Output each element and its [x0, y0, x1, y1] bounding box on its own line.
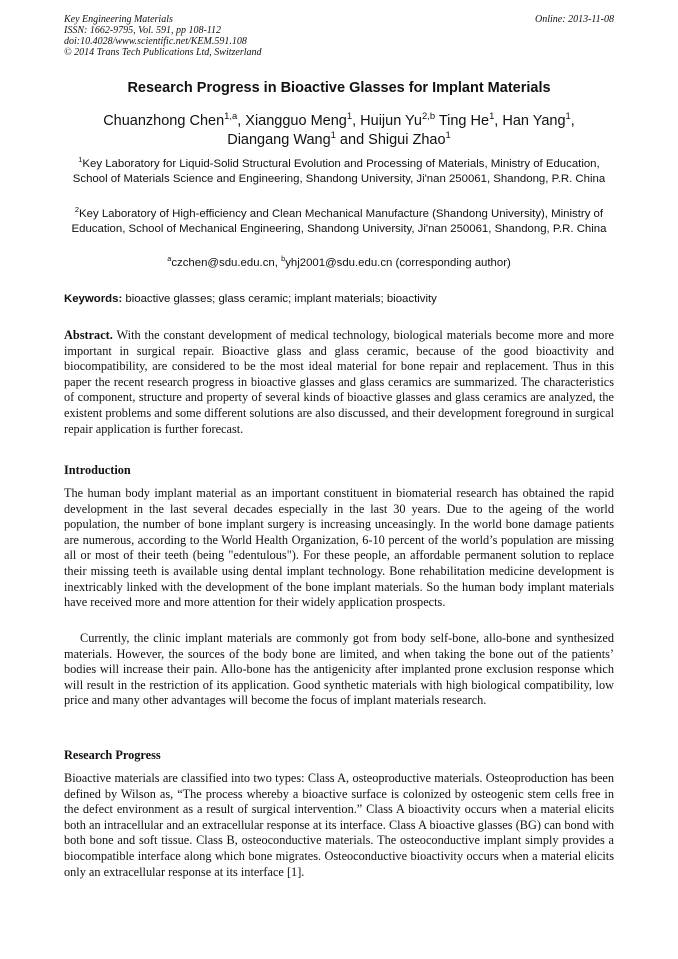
author-separator: ,	[352, 113, 361, 129]
affiliation-1	[64, 157, 614, 187]
abstract	[64, 328, 614, 437]
author-affil-marker: 1	[489, 110, 495, 122]
author-separator: ,	[494, 113, 503, 129]
keywords-text: bioactive glasses; glass ceramic; implant materials; bioactivity	[122, 293, 437, 305]
introduction-paragraph-1: The human body implant material as an important constituent in biomaterial research has obtained the rapid development in the last several decades especially in the last 30 years. Due to the ageing of the world population, the number of bone implant surgery is increasing unceasingly. In the world bone damage patients are numerous, according to the World Health Organization, 6-10 percent of the world’s population are missing all or most of their teeth (being "edentulous"). For these people, an affordable permanent solution to replace their missing teeth is available using dental implant technology. Bone rehabilitation medicine development is inextricably linked with the development of the bone implant materials. So the human body implant materials have received more and more attention for their widely application prospects.	[64, 486, 614, 610]
author-separator: ,	[570, 113, 575, 129]
author-affil-marker: 1	[346, 110, 353, 122]
paper-title: Research Progress in Bioactive Glasses for Implant Materials	[127, 80, 551, 96]
keywords	[64, 293, 614, 305]
email-b: yhj2001@sdu.edu.cn (corresponding author)	[285, 257, 511, 269]
affiliation-text: Key Laboratory of High-efficiency and Clean Mechanical Manufacture (Shandong University), Ministry of Education, School of Mechanical Engineering, Shandong University, Ji'nan 250061, Shandong, P.R. China	[71, 208, 607, 235]
author: Han Yang	[502, 113, 566, 129]
abstract-label: Abstract.	[64, 328, 113, 342]
email-marker: b	[281, 254, 286, 264]
author: Diangang Wang	[227, 132, 331, 148]
email-line	[64, 254, 614, 269]
research-progress-paragraph-1: Bioactive materials are classified into two types: Class A, osteoproductive materials. Osteoproduction has been defined by Wilson as, “The process whereby a bioactive surface is colonized by osteogenic stem cells free in the defect environment as a result of surgical intervention.” Class A bioactivity occurs when a material elicits both an intracellular and an extracellular response at its interface. Class A bioactive glasses (BG) can bond with both bone and soft tissue. Class B, osteoconductive materials. The osteoconductive implant simply provides a biocompatible interface along which bone migrates. Osteoconductive bioactivity occurs when a material elicits only an extracellular response at its interface [1].	[64, 771, 614, 879]
affiliation-2	[64, 207, 614, 237]
affiliation-marker: 2	[74, 205, 80, 215]
author: Shigui Zhao	[368, 132, 446, 148]
section-heading-introduction: Introduction	[64, 463, 131, 477]
journal-header	[64, 14, 364, 58]
online-date: Online: 2013-11-08	[535, 14, 614, 25]
affiliation-text: Key Laboratory for Liquid-Solid Structural Evolution and Processing of Materials, Ministry of Education, School of Materials Science and Engineering, Shandong University, Ji'nan 250061, Shandong, P.R. China	[72, 158, 606, 185]
author-affil-marker: 1	[330, 129, 336, 141]
abstract-text: With the constant development of medical technology, biological materials become more and more important in surgical repair. Bioactive glass and glass ceramic, because of the good bioactivity and biocompatibility, are considered to be the most ideal material for bone repair and replacement. Thus in this paper the recent research progress in bioactive glasses and glass ceramics are summarized. The characteristics of component, structure and property of several kinds of bioactive glasses and glass ceramics are analyzed, the existent problems and some different solutions are also discussed, and their development foreground in surgical repair application is further forecast.	[64, 328, 614, 436]
author: Ting He	[438, 113, 490, 129]
copyright-line: © 2014 Trans Tech Publications Ltd, Switzerland	[64, 47, 262, 58]
author: Huijun Yu	[360, 113, 422, 129]
affiliation-marker: 1	[78, 155, 83, 165]
journal-name: Key Engineering Materials	[64, 14, 173, 25]
author: Xiangguo Meng	[245, 113, 347, 129]
email-marker: a	[167, 254, 172, 264]
author-affil-marker: 2,b	[421, 110, 436, 122]
email-a: czchen@sdu.edu.cn,	[171, 257, 282, 269]
author-affil-marker: 1	[445, 129, 451, 141]
issn-line: ISSN: 1662-9795, Vol. 591, pp 108-112	[64, 25, 222, 36]
doi-line: doi:10.4028/www.scientific.net/KEM.591.108	[64, 36, 247, 47]
author-separator: and	[335, 132, 369, 148]
author-list	[40, 112, 638, 150]
section-heading-research-progress: Research Progress	[64, 748, 161, 762]
introduction-paragraph-2: Currently, the clinic implant materials are commonly got from body self-bone, allo-bone and synthesized materials. However, the sources of the body bone are limited, and when taking the bone out of the patients’ bodies will increase their pain. Allo-bone has the antigenicity after implanted prone exclusion response which will result in the restriction of its application. Good synthetic materials with high biological compatibility, low price and many other advantages will become the focus of implant materials research.	[64, 631, 614, 708]
keywords-label: Keywords:	[64, 293, 123, 305]
author-affil-marker: 1,a	[224, 110, 238, 122]
author: Chuanzhong Chen	[103, 113, 225, 129]
author-affil-marker: 1	[565, 110, 571, 122]
author-separator: ,	[237, 113, 246, 129]
